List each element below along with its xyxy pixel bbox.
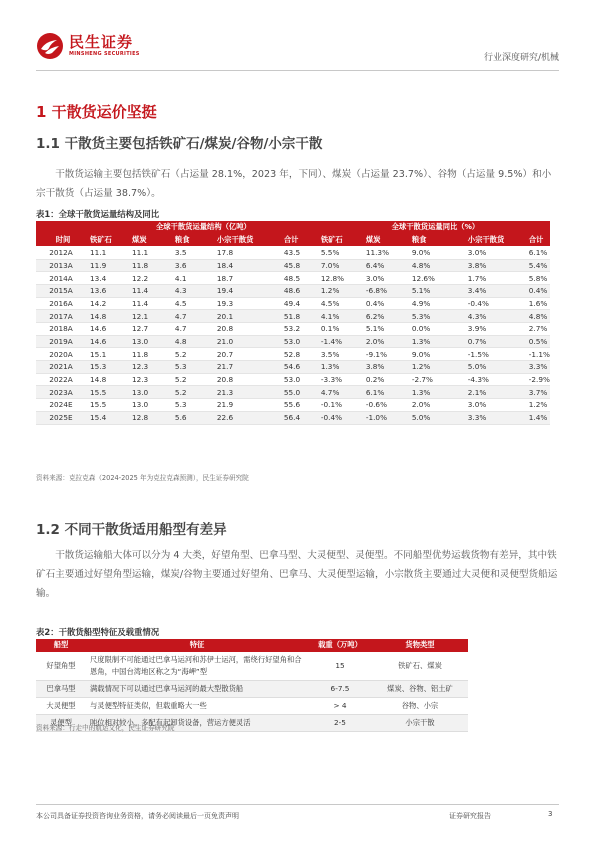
table1-cell: 13.0	[128, 399, 171, 412]
table1-cell: -9.1%	[362, 348, 408, 361]
logo-english-name: MINSHENG SECURITIES	[69, 51, 140, 57]
table1-cell: 11.8	[128, 348, 171, 361]
table1-cell: 21.0	[213, 335, 280, 348]
table1-cell: 18.4	[213, 259, 280, 272]
table1-cell: 12.6%	[408, 272, 464, 285]
table1-cell: 48.5	[280, 272, 317, 285]
table-row	[36, 335, 550, 348]
table1-cell: 18.7	[213, 272, 280, 285]
table1-group-blank	[36, 221, 86, 234]
table1-year-cell: 2023A	[36, 386, 86, 399]
table1-cell: 6.1%	[525, 246, 550, 259]
table1-column-header: 时间	[36, 234, 86, 247]
table1-year-cell: 2021A	[36, 361, 86, 374]
table2-cell: 铁矿石、煤炭	[372, 652, 468, 681]
table1-cell: 21.3	[213, 386, 280, 399]
table1	[36, 221, 550, 425]
table1-cell: 2.0%	[408, 399, 464, 412]
table1-cell: 0.4%	[362, 297, 408, 310]
table-row	[36, 361, 550, 374]
table1-cell: 43.5	[280, 246, 317, 259]
table1-cell: 11.8	[128, 259, 171, 272]
table1-cell: 3.8%	[362, 361, 408, 374]
table2-cell: 尺度限制不可能通过巴拿马运河和苏伊士运河，需绕行好望角和合恩角，中国台湾地区称之为“海岬”型	[86, 652, 308, 681]
table1-cell: -4.3%	[464, 373, 525, 386]
table1-cell: 4.1%	[317, 310, 362, 323]
table-row	[36, 246, 550, 259]
table1-cell: 4.1	[171, 272, 213, 285]
table1-cell: 3.0%	[464, 246, 525, 259]
table2-cell: 煤炭、谷物、铝土矿	[372, 680, 468, 697]
table1-cell: -0.6%	[362, 399, 408, 412]
table-row	[36, 323, 550, 336]
table1-cell: 13.4	[86, 272, 128, 285]
table2	[36, 639, 468, 732]
table1-cell: 14.6	[86, 323, 128, 336]
table2-source: 资料来源：行走中的航运文化，民生证券研究院	[36, 724, 175, 732]
table-row	[36, 310, 550, 323]
table2-cell: 谷物、小宗	[372, 697, 468, 714]
table-row	[36, 680, 468, 697]
table1-cell: -0.4%	[317, 411, 362, 424]
table1-cell: 53.0	[280, 373, 317, 386]
table1-year-cell: 2013A	[36, 259, 86, 272]
table-row	[36, 284, 550, 297]
table1-column-header: 铁矿石	[86, 234, 128, 247]
table1-cell: 5.0%	[408, 411, 464, 424]
table2-ship-type-cell: 灵便型	[36, 714, 86, 731]
table2-column-header: 载重（万吨）	[308, 639, 372, 652]
table1-cell: 1.2%	[317, 284, 362, 297]
table1-cell: 45.8	[280, 259, 317, 272]
table1-year-cell: 2012A	[36, 246, 86, 259]
table1-cell: 4.9%	[408, 297, 464, 310]
table1-cell: 0.0%	[408, 323, 464, 336]
table1-cell: 1.3%	[408, 335, 464, 348]
table1-cell: 3.0%	[362, 272, 408, 285]
table1-cell: 12.3	[128, 361, 171, 374]
table1-cell: 1.7%	[464, 272, 525, 285]
table1-column-header: 合计	[280, 234, 317, 247]
table1-year-cell: 2017A	[36, 310, 86, 323]
table1-year-cell: 2016A	[36, 297, 86, 310]
table1-cell: 5.5%	[317, 246, 362, 259]
table1-cell: 1.3%	[317, 361, 362, 374]
table1-cell: 3.5	[171, 246, 213, 259]
table1-column-header: 小宗干散货	[464, 234, 525, 247]
table1-cell: 4.7	[171, 310, 213, 323]
table1-cell: -1.1%	[525, 348, 550, 361]
table1-cell: 3.6	[171, 259, 213, 272]
footer-divider	[36, 804, 559, 805]
table1-cell: 0.2%	[362, 373, 408, 386]
table1-cell: 19.3	[213, 297, 280, 310]
table-row	[36, 272, 550, 285]
table1-cell: 55.0	[280, 386, 317, 399]
table1-cell: 3.3%	[464, 411, 525, 424]
table1-cell: 15.5	[86, 386, 128, 399]
table1-cell: 12.3	[128, 373, 171, 386]
page-header	[36, 28, 559, 68]
table2-cell: 与灵便型特征类似，但载重略大一些	[86, 697, 308, 714]
table1-caption: 表1：全球干散货运量结构及同比	[36, 209, 160, 219]
table1-cell: 3.9%	[464, 323, 525, 336]
table1-cell: 4.3%	[464, 310, 525, 323]
table1-cell: 3.8%	[464, 259, 525, 272]
table1-cell: 5.2	[171, 386, 213, 399]
table-row	[36, 386, 550, 399]
table1-cell: -2.9%	[525, 373, 550, 386]
table1-cell: 12.2	[128, 272, 171, 285]
table1-cell: 21.7	[213, 361, 280, 374]
table1-cell: 15.3	[86, 361, 128, 374]
footer-report-label: 证券研究报告	[449, 812, 491, 820]
table1-cell: 15.5	[86, 399, 128, 412]
table-row	[36, 297, 550, 310]
table1-cell: 20.8	[213, 373, 280, 386]
table1-cell: 19.4	[213, 284, 280, 297]
table1-cell: 5.0%	[464, 361, 525, 374]
table2-cell: > 4	[308, 697, 372, 714]
table-row	[36, 399, 550, 412]
table1-cell: 22.6	[213, 411, 280, 424]
table1-cell: 51.8	[280, 310, 317, 323]
table1-year-cell: 2022A	[36, 373, 86, 386]
table1-cell: 12.8%	[317, 272, 362, 285]
table1-group-volume: 全球干散货运量结构（亿吨）	[86, 221, 317, 234]
table1-cell: 49.4	[280, 297, 317, 310]
table1-cell: 15.4	[86, 411, 128, 424]
table1-cell: 11.1	[128, 246, 171, 259]
table1-cell: 11.1	[86, 246, 128, 259]
table1-cell: -1.4%	[317, 335, 362, 348]
table1-cell: 9.0%	[408, 246, 464, 259]
section-1-2-title: 1.2 不同干散货适用船型有差异	[36, 522, 227, 538]
logo-chinese-name: 民生证券	[69, 33, 134, 51]
table1-cell: -2.7%	[408, 373, 464, 386]
table1-cell: -3.3%	[317, 373, 362, 386]
table1-cell: 3.3%	[525, 361, 550, 374]
table1-cell: 13.6	[86, 284, 128, 297]
table1-column-header: 煤炭	[362, 234, 408, 247]
table1-cell: 54.6	[280, 361, 317, 374]
table1-cell: -0.4%	[464, 297, 525, 310]
table1-cell: 5.8%	[525, 272, 550, 285]
table2-column-header: 船型	[36, 639, 86, 652]
section-1-title: 1 干散货运价坚挺	[36, 103, 157, 121]
table1-cell: 12.1	[128, 310, 171, 323]
table1-cell: 4.8	[171, 335, 213, 348]
table1-cell: 1.2%	[408, 361, 464, 374]
table1-cell: 5.2	[171, 373, 213, 386]
table1-cell: 12.7	[128, 323, 171, 336]
table1-cell: 17.8	[213, 246, 280, 259]
table1-cell: 0.5%	[525, 335, 550, 348]
table1-cell: 5.1%	[362, 323, 408, 336]
table2-cell: 吨位相对较小，多配有起卸货设备，营运方便灵活	[86, 714, 308, 731]
table1-cell: 4.5	[171, 297, 213, 310]
table1-year-cell: 2025E	[36, 411, 86, 424]
table1-year-cell: 2014A	[36, 272, 86, 285]
table1-column-header: 小宗干散货	[213, 234, 280, 247]
table1-cell: 2.0%	[362, 335, 408, 348]
table2-column-header: 货物类型	[372, 639, 468, 652]
table2-cell: 15	[308, 652, 372, 681]
table1-cell: 11.3%	[362, 246, 408, 259]
table1-year-cell: 2020A	[36, 348, 86, 361]
table-row	[36, 373, 550, 386]
table1-cell: 1.4%	[525, 411, 550, 424]
table1-column-header: 粮食	[408, 234, 464, 247]
page-number: 3	[548, 810, 553, 818]
table1-cell: 52.8	[280, 348, 317, 361]
table1-cell: 4.8%	[408, 259, 464, 272]
table1-cell: 53.0	[280, 335, 317, 348]
table1-cell: 11.9	[86, 259, 128, 272]
table2-cell: 2-5	[308, 714, 372, 731]
table1-cell: 12.8	[128, 411, 171, 424]
footer-disclaimer: 本公司具备证券投资咨询业务资格，请务必阅读最后一页免责声明	[36, 812, 239, 820]
table1-cell: 5.6	[171, 411, 213, 424]
table-row	[36, 411, 550, 424]
table2-column-header: 特征	[86, 639, 308, 652]
table1-cell: -1.0%	[362, 411, 408, 424]
table1-cell: 11.4	[128, 284, 171, 297]
table1-cell: 4.3	[171, 284, 213, 297]
table1-column-header: 粮食	[171, 234, 213, 247]
section-1-2-paragraph: 干散货运输船大体可以分为 4 大类，好望角型、巴拿马型、大灵便型、灵便型。不同船型优势运载货物有差异，其中铁矿石主要通过好望角型运输，煤炭/谷物主要通过好望角、巴拿马、大灵便型运输，小宗散货主要通过大灵便和灵便型货船运输。	[36, 550, 558, 599]
company-logo	[36, 32, 140, 60]
table1-cell: 20.7	[213, 348, 280, 361]
table-row	[36, 652, 468, 681]
table1-cell: 5.1%	[408, 284, 464, 297]
minsheng-logo-icon	[36, 32, 64, 60]
table2-cell: 6-7.5	[308, 680, 372, 697]
table1-cell: 3.0%	[464, 399, 525, 412]
table1-cell: -0.1%	[317, 399, 362, 412]
table1-cell: 1.6%	[525, 297, 550, 310]
table1-cell: 14.8	[86, 373, 128, 386]
table1-cell: 0.1%	[317, 323, 362, 336]
table1-cell: 4.8%	[525, 310, 550, 323]
table2-cell: 小宗干散	[372, 714, 468, 731]
table1-cell: 20.8	[213, 323, 280, 336]
table1-cell: 9.0%	[408, 348, 464, 361]
table2-ship-type-cell: 好望角型	[36, 652, 86, 681]
table1-year-cell: 2019A	[36, 335, 86, 348]
table1-year-cell: 2015A	[36, 284, 86, 297]
table1-cell: 4.5%	[317, 297, 362, 310]
table1-cell: 14.6	[86, 335, 128, 348]
table1-cell: 5.2	[171, 348, 213, 361]
table1-cell: 56.4	[280, 411, 317, 424]
table1-cell: 21.9	[213, 399, 280, 412]
table1-cell: 6.2%	[362, 310, 408, 323]
table1-cell: 48.6	[280, 284, 317, 297]
table1-cell: 1.3%	[408, 386, 464, 399]
table1-cell: 2.7%	[525, 323, 550, 336]
table1-cell: -6.8%	[362, 284, 408, 297]
table1-cell: 3.4%	[464, 284, 525, 297]
table1-cell: 14.2	[86, 297, 128, 310]
table1-cell: 6.4%	[362, 259, 408, 272]
table-row	[36, 259, 550, 272]
table1-cell: 5.3	[171, 399, 213, 412]
table1-cell: 15.1	[86, 348, 128, 361]
table1-cell: 55.6	[280, 399, 317, 412]
table1-cell: 20.1	[213, 310, 280, 323]
table1-year-cell: 2018A	[36, 323, 86, 336]
table1-cell: 5.4%	[525, 259, 550, 272]
table1-cell: 4.7	[171, 323, 213, 336]
table1-cell: 3.7%	[525, 386, 550, 399]
table1-cell: 6.1%	[362, 386, 408, 399]
section-1-1-title: 1.1 干散货主要包括铁矿石/煤炭/谷物/小宗干散	[36, 136, 323, 152]
table2-ship-type-cell: 巴拿马型	[36, 680, 86, 697]
table1-cell: 1.2%	[525, 399, 550, 412]
table1-cell: 13.0	[128, 335, 171, 348]
table1-group-growth: 全球干散货运量同比（%）	[317, 221, 550, 234]
table1-cell: 0.7%	[464, 335, 525, 348]
table2-caption: 表2：干散货船型特征及载重情况	[36, 627, 160, 637]
table-row	[36, 348, 550, 361]
table1-cell: 3.5%	[317, 348, 362, 361]
report-type: 行业深度研究/机械	[483, 53, 559, 63]
table1-year-cell: 2024E	[36, 399, 86, 412]
table1-cell: 53.2	[280, 323, 317, 336]
table1-column-header: 铁矿石	[317, 234, 362, 247]
table1-cell: 14.8	[86, 310, 128, 323]
table1-cell: 13.0	[128, 386, 171, 399]
table1-cell: 5.3%	[408, 310, 464, 323]
table1-cell: 0.4%	[525, 284, 550, 297]
header-divider	[36, 70, 559, 71]
table1-cell: 11.4	[128, 297, 171, 310]
table1-cell: 4.7%	[317, 386, 362, 399]
section-1-1-paragraph: 干散货运输主要包括铁矿石（占运量 28.1%，2023 年，下同）、煤炭（占运量 23.7%）、谷物（占运量 9.5%）和小宗干散货（占运量 38.7%）。	[36, 169, 552, 199]
table1-column-header: 合计	[525, 234, 550, 247]
table1-cell: -1.5%	[464, 348, 525, 361]
table1-cell: 2.1%	[464, 386, 525, 399]
table1-source: 资料来源：克拉克森（2024-2025 年为克拉克森预测），民生证券研究院	[36, 474, 249, 482]
table2-ship-type-cell: 大灵便型	[36, 697, 86, 714]
table1-cell: 5.3	[171, 361, 213, 374]
table2-cell: 满载情况下可以通过巴拿马运河的最大型散货船	[86, 680, 308, 697]
table1-cell: 7.0%	[317, 259, 362, 272]
table-row	[36, 697, 468, 714]
table1-column-header: 煤炭	[128, 234, 171, 247]
